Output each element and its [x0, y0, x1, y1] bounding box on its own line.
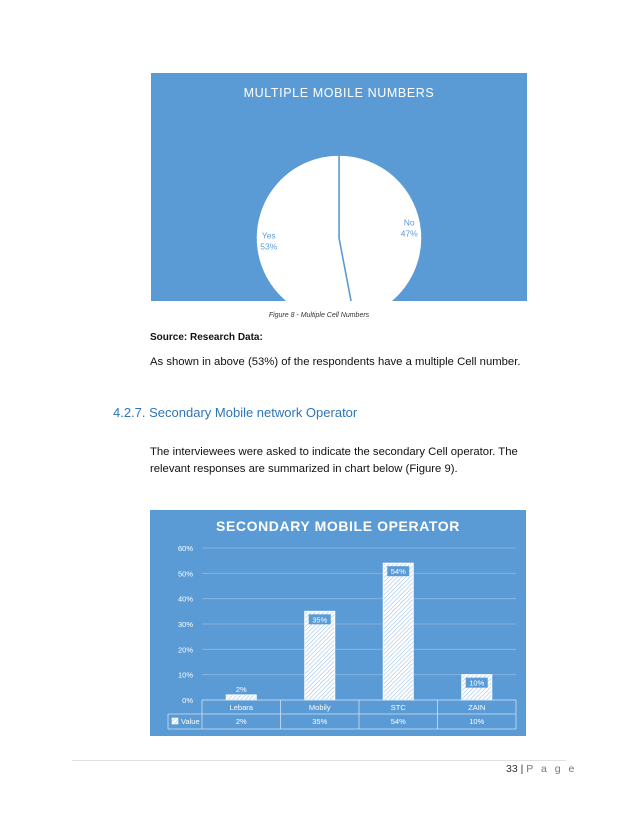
x-category-label: ZAIN [468, 703, 486, 712]
bar-data-label: 2% [235, 684, 247, 694]
bar-data-label: 35% [312, 615, 328, 625]
pie-chart [151, 73, 527, 301]
y-tick-label: 30% [177, 620, 193, 629]
x-category-label: STC [390, 703, 406, 712]
y-tick-label: 60% [177, 544, 193, 553]
y-tick-label: 50% [177, 569, 193, 579]
bar-chart [150, 510, 526, 736]
y-tick-label: 40% [177, 594, 193, 604]
bar-data-label: 10% [469, 678, 485, 688]
data-table-cell: 10% [469, 717, 485, 726]
bar-chart-svg [150, 510, 526, 736]
bar-lebara [226, 695, 256, 700]
pie-label-yes: Yes 53% [260, 230, 278, 252]
x-category-label: Lebara [229, 703, 253, 712]
footer-divider [72, 760, 566, 761]
y-tick-label: 0% [182, 696, 193, 705]
page-separator: | [520, 763, 524, 775]
data-table-cell: 35% [312, 717, 328, 726]
page-word: P a g e [526, 763, 577, 775]
data-table-cell: 54% [390, 717, 406, 726]
pie-chart-svg [151, 73, 527, 301]
source-label: Source: Research Data: [150, 332, 263, 343]
y-tick-label: 10% [177, 670, 193, 680]
page-number: 33 [506, 763, 518, 775]
bar-mobily [305, 611, 335, 700]
data-table-cell: 2% [235, 717, 247, 726]
bar-stc [383, 563, 413, 700]
section-heading: 4.2.7. Secondary Mobile network Operator [113, 405, 358, 420]
y-tick-label: 20% [177, 645, 193, 655]
page-footer [506, 763, 577, 775]
pie-chart-title: MULTIPLE MOBILE NUMBERS [243, 86, 435, 100]
legend-key [172, 718, 178, 724]
figure-caption: Figure 8 - Multiple Cell Numbers [268, 312, 370, 319]
bar-data-label: 54% [390, 567, 406, 577]
paragraph-2: The interviewees were asked to indicate the secondary Cell operator. The relevant responses are summarized in chart below (Figure 9). [150, 446, 518, 475]
x-category-label: Mobily [308, 703, 331, 712]
bar-chart-title: SECONDARY MOBILE OPERATOR [216, 518, 460, 534]
data-table-row-label: Value [181, 717, 200, 726]
pie-label-no: No 47% [400, 217, 418, 239]
paragraph-1: As shown in above (53%) of the respondents have a multiple Cell number. [150, 356, 521, 368]
